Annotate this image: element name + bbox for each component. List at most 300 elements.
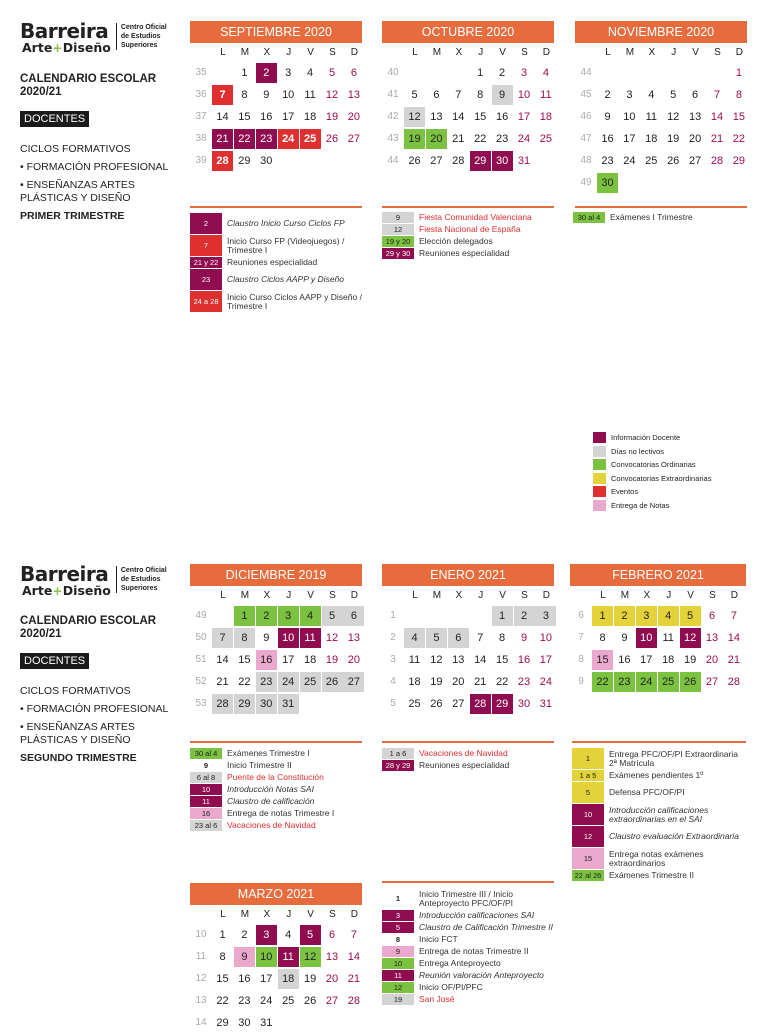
- legend-text: Elección delegados: [419, 236, 493, 246]
- calendar-day: 3: [535, 606, 556, 626]
- legend-text: Entrega Anteproyecto: [419, 958, 501, 968]
- weekday-header: D: [735, 47, 743, 58]
- calendar-day: 30: [597, 173, 618, 193]
- calendar-day: 17: [260, 973, 273, 985]
- calendar-day: 21: [347, 973, 361, 985]
- legend-text: Claustro de Calificación Trimestre II: [419, 922, 553, 932]
- weekday-header: X: [263, 47, 271, 58]
- calendar-day: 28: [212, 151, 233, 171]
- calendar-day: 29: [238, 155, 251, 167]
- legend-text: Exámenes pendientes 1º: [609, 770, 704, 780]
- calendar-day: 6: [708, 610, 716, 622]
- legend-text: Exámenes I Trimestre: [610, 212, 693, 222]
- weekday-header: L: [412, 590, 418, 601]
- calendar-day: 14: [710, 111, 724, 123]
- weekday-header: S: [521, 47, 528, 58]
- week-number: 44: [580, 67, 592, 78]
- calendar-day: 16: [256, 650, 277, 670]
- legend-date-box: 9: [382, 212, 414, 223]
- legend-item: [190, 269, 362, 290]
- calendar-day: 15: [216, 973, 229, 985]
- calendar-day: 29: [470, 151, 491, 171]
- week-number: 38: [195, 133, 207, 144]
- logo: [20, 564, 167, 598]
- legend-item: [572, 770, 748, 781]
- logo-tagline: Centro Oficial de Estudios Superiores: [116, 23, 167, 50]
- calendar-day: 14: [474, 654, 487, 666]
- calendar-day: 6: [433, 89, 440, 101]
- weekday-header: M: [432, 47, 442, 58]
- calendar-day: 31: [517, 155, 531, 167]
- calendar-day: 16: [260, 111, 273, 123]
- legend-date-box: 1 a 5: [572, 770, 604, 781]
- weekday-header: J: [478, 590, 484, 601]
- weekday-header: D: [350, 909, 358, 920]
- calendar-day: 18: [278, 969, 299, 989]
- legend-text: Inicio OF/PI/PFC: [419, 982, 483, 992]
- calendar-day: 28: [452, 155, 465, 167]
- calendar-day: 13: [430, 111, 443, 123]
- weekday-header: X: [455, 590, 463, 601]
- calendar-day: 24: [260, 995, 273, 1007]
- weekday-header: S: [709, 590, 716, 601]
- calendar-day: 11: [662, 632, 674, 644]
- calendar-day: 16: [238, 973, 251, 985]
- legend-date-box: 29 y 30: [382, 248, 414, 259]
- week-number: 11: [195, 951, 207, 962]
- calendar-day: 18: [645, 133, 658, 145]
- calendar-day: 11: [645, 111, 657, 123]
- legend-text: Entrega notas exámenes extraordinarios: [609, 848, 704, 868]
- calendar-day: 19: [325, 654, 339, 666]
- docentes-badge: DOCENTES: [20, 653, 89, 669]
- key-swatch: [593, 459, 606, 470]
- calendar-day: 5: [300, 925, 321, 945]
- week-number: 44: [387, 155, 399, 166]
- calendar-day: 7: [212, 85, 233, 105]
- calendar-day: 7: [350, 929, 357, 941]
- calendar-day: 26: [408, 155, 421, 167]
- calendar-day: 6: [343, 606, 364, 626]
- calendar-day: 15: [238, 111, 251, 123]
- event-legend: [382, 212, 554, 260]
- page-title: CALENDARIO ESCOLAR 2020/21: [20, 615, 157, 640]
- calendar-day: 19: [683, 654, 697, 666]
- legend-text: Fiesta Comunidad Valenciana: [419, 212, 532, 222]
- month-header: SEPTIEMBRE 2020: [190, 21, 362, 43]
- program-item: • ENSEÑANZAS ARTES PLÁSTICAS Y DISEÑO: [20, 721, 135, 746]
- logo-name: Barreira: [20, 562, 109, 586]
- calendar-day: 16: [495, 111, 509, 123]
- weekday-header: S: [329, 590, 336, 601]
- calendar-day: 27: [325, 995, 339, 1007]
- calendar-day: 24: [278, 672, 299, 692]
- legend-date-box: 2: [190, 213, 222, 234]
- calendar-day: 20: [688, 133, 702, 145]
- calendar-day: 20: [347, 654, 361, 666]
- calendar-day: 10: [282, 89, 295, 101]
- legend-date-box: 21 y 22: [190, 257, 222, 268]
- calendar-day: 7: [713, 89, 721, 101]
- calendar-day: 1: [219, 929, 226, 941]
- calendar-day: 14: [727, 632, 741, 644]
- calendar-day: 21: [727, 654, 741, 666]
- calendar-day: 23: [517, 676, 531, 688]
- calendar-day: 13: [688, 111, 702, 123]
- calendar-day: 17: [539, 654, 553, 666]
- legend-item: [382, 994, 558, 1005]
- section-divider: [382, 206, 554, 208]
- calendar-day: 22: [495, 676, 509, 688]
- legend-text: Claustro Ciclos AAPP y Diseño: [227, 274, 344, 284]
- calendar-day: 4: [285, 929, 292, 941]
- legend-item: [382, 970, 558, 981]
- calendar-day: 23: [601, 155, 614, 167]
- week-number: 40: [387, 67, 399, 78]
- weekday-header: D: [730, 590, 738, 601]
- key-item: Eventos: [593, 485, 711, 499]
- calendar-day: 5: [322, 606, 343, 626]
- weekday-header: X: [648, 47, 656, 58]
- event-legend: [190, 748, 362, 832]
- calendar-day: 21: [710, 133, 724, 145]
- legend-date-box: 19: [382, 994, 414, 1005]
- calendar-day: 12: [325, 632, 339, 644]
- weekday-header: V: [687, 590, 694, 601]
- calendar-day: 24: [517, 133, 531, 145]
- week-number: 3: [390, 654, 396, 665]
- legend-text: Entrega PFC/OF/PI Extraordinaria 2ª Matrícula: [609, 748, 738, 768]
- legend-item: [382, 760, 554, 771]
- week-number: 47: [580, 133, 592, 144]
- weekday-header: V: [499, 590, 506, 601]
- calendar-day: 10: [517, 89, 531, 101]
- week-number: 1: [390, 610, 396, 621]
- weekday-header: S: [714, 47, 721, 58]
- key-item: Información Docente: [593, 431, 711, 445]
- program-item: CICLOS FORMATIVOS: [20, 143, 131, 155]
- key-item: Días no lectivos: [593, 445, 711, 459]
- calendar-day: 24: [278, 129, 299, 149]
- legend-item: [190, 820, 362, 831]
- weekday-header: J: [478, 47, 484, 58]
- calendar-day: 8: [219, 951, 226, 963]
- week-number: 5: [390, 698, 396, 709]
- legend-item: [382, 248, 554, 259]
- legend-item: [382, 958, 558, 969]
- program-item: • ENSEÑANZAS ARTES PLÁSTICAS Y DISEÑO: [20, 179, 135, 204]
- legend-item: [382, 910, 558, 921]
- month-header: OCTUBRE 2020: [382, 21, 554, 43]
- calendar-day: 20: [347, 111, 361, 123]
- week-number: 48: [580, 155, 592, 166]
- legend-text: San José: [419, 994, 455, 1004]
- calendar-day: 3: [636, 606, 657, 626]
- docentes-badge: DOCENTES: [20, 111, 89, 127]
- calendar-day: 26: [430, 698, 443, 710]
- legend-date-box: 1: [572, 748, 604, 769]
- calendar-day: 8: [234, 628, 255, 648]
- key-swatch: [593, 500, 606, 511]
- legend-item: [190, 257, 362, 268]
- calendar-day: 26: [322, 672, 343, 692]
- calendar-day: 27: [705, 676, 719, 688]
- calendar-day: 27: [343, 672, 364, 692]
- week-number: 13: [195, 995, 207, 1006]
- legend-item: [573, 212, 745, 223]
- calendar-day: 8: [735, 89, 742, 101]
- calendar-day: 3: [520, 67, 528, 79]
- legend-text: Inicio FCT: [419, 934, 458, 944]
- legend-text: Inicio Trimestre III / Inicio Anteproyecto PFC/OF/PI: [419, 888, 514, 908]
- legend-text: Reuniones especialidad: [419, 760, 510, 770]
- month-header: NOVIEMBRE 2020: [575, 21, 747, 43]
- calendar-day: 23: [495, 133, 509, 145]
- calendar-day: 24: [623, 155, 636, 167]
- weekday-header: X: [263, 909, 271, 920]
- logo-subtitle: Arte+Diseño: [22, 40, 111, 55]
- week-number: 35: [195, 67, 207, 78]
- legend-item: [190, 772, 362, 783]
- calendar-day: 7: [455, 89, 462, 101]
- calendar-day: 12: [404, 107, 425, 127]
- legend-date-box: 23: [190, 269, 222, 290]
- legend-date-box: 12: [382, 224, 414, 235]
- calendar-day: 9: [492, 85, 513, 105]
- month-calendar: [575, 21, 747, 193]
- trimester-label: PRIMER TRIMESTRE: [20, 210, 125, 222]
- week-number: 37: [195, 111, 207, 122]
- legend-item: [572, 870, 748, 881]
- calendar-day: 5: [426, 628, 447, 648]
- calendar-day: 18: [539, 111, 553, 123]
- weekday-header: S: [329, 909, 336, 920]
- legend-item: [382, 934, 558, 945]
- calendar-day: 5: [411, 89, 418, 101]
- calendar-day: 5: [680, 606, 701, 626]
- calendar-day: 3: [626, 89, 633, 101]
- legend-date-box: 30 al 4: [573, 212, 605, 223]
- week-number: 7: [578, 632, 584, 643]
- legend-date-box: 12: [572, 826, 604, 847]
- calendar-day: 25: [300, 672, 321, 692]
- logo-tagline: Centro Oficial de Estudios Superiores: [116, 566, 167, 593]
- section-divider: [382, 741, 554, 743]
- legend-text: Puente de la Constitución: [227, 772, 324, 782]
- calendar-day: 24: [539, 676, 553, 688]
- legend-text: Inicio Curso FP (Videojuegos) / Trimestre I: [227, 235, 345, 255]
- month-header: ENERO 2021: [382, 564, 554, 586]
- legend-item: [382, 922, 558, 933]
- month-calendar: [382, 564, 554, 714]
- calendar-day: 14: [216, 111, 229, 123]
- legend-text: Exámenes Trimestre I: [227, 748, 310, 758]
- legend-item: [190, 760, 362, 771]
- calendar-day: 27: [452, 698, 465, 710]
- week-number: 2: [390, 632, 396, 643]
- key-swatch: [593, 446, 606, 457]
- legend-item: [382, 982, 558, 993]
- calendar-day: 15: [474, 111, 487, 123]
- calendar-day: 14: [452, 111, 465, 123]
- calendar-day: 2: [614, 606, 635, 626]
- calendar-day: 19: [325, 111, 339, 123]
- calendar-day: 9: [621, 632, 628, 644]
- legend-text: Exámenes Trimestre II: [609, 870, 695, 880]
- calendar-day: 21: [216, 676, 229, 688]
- legend-item: [190, 748, 362, 759]
- calendar-day: 17: [282, 654, 295, 666]
- legend-date-box: 23 al 6: [190, 820, 222, 831]
- trimester-label: SEGUNDO TRIMESTRE: [20, 752, 137, 764]
- weekday-header: M: [625, 47, 635, 58]
- calendar-day: 9: [263, 89, 270, 101]
- calendar-day: 19: [404, 129, 425, 149]
- calendar-day: 10: [539, 632, 553, 644]
- week-number: 6: [578, 610, 584, 621]
- event-legend: [190, 213, 362, 313]
- legend-date-box: 24 a 28: [190, 291, 222, 312]
- legend-item: [382, 236, 554, 247]
- calendar-day: 1: [735, 67, 742, 79]
- weekday-header: V: [307, 590, 314, 601]
- page-title: CALENDARIO ESCOLAR 2020/21: [20, 73, 157, 98]
- legend-date-box: 19 y 20: [382, 236, 414, 247]
- calendar-day: 12: [680, 628, 701, 648]
- weekday-header: J: [286, 47, 292, 58]
- calendar-day: 10: [636, 628, 657, 648]
- week-number: 53: [195, 698, 207, 709]
- calendar-day: 5: [670, 89, 677, 101]
- legend-date-box: 15: [572, 848, 604, 869]
- legend-date-box: 22 al 26: [572, 870, 604, 881]
- program-item: CICLOS FORMATIVOS: [20, 685, 131, 697]
- calendar-day: 28: [470, 694, 491, 714]
- calendar-day: 22: [238, 676, 251, 688]
- calendar-day: 7: [477, 632, 484, 644]
- calendar-day: 17: [282, 111, 295, 123]
- program-item: • FORMACIÓN PROFESIONAL: [20, 161, 169, 173]
- legend-date-box: 1: [395, 894, 401, 903]
- week-number: 45: [580, 89, 592, 100]
- calendar-day: 4: [542, 67, 549, 79]
- calendar-day: 13: [347, 632, 361, 644]
- calendar-day: 15: [238, 654, 251, 666]
- calendar-day: 20: [452, 676, 465, 688]
- calendar-day: 10: [256, 947, 277, 967]
- weekday-header: J: [286, 909, 292, 920]
- calendar-day: 1: [241, 67, 248, 79]
- weekday-header: M: [240, 909, 250, 920]
- month-header: FEBRERO 2021: [570, 564, 746, 586]
- logo-name: Barreira: [20, 19, 109, 43]
- month-grid: [190, 586, 362, 714]
- legend-date-box: 30 al 4: [190, 748, 222, 759]
- calendar-day: 1: [492, 606, 513, 626]
- legend-text: Fiesta Nacional de España: [419, 224, 521, 234]
- month-header: MARZO 2021: [190, 883, 362, 905]
- weekday-header: V: [307, 909, 314, 920]
- legend-item: [572, 826, 748, 847]
- calendar-day: 25: [300, 129, 321, 149]
- legend-date-box: 7: [190, 235, 222, 256]
- weekday-header: L: [220, 909, 226, 920]
- calendar-day: 30: [256, 694, 277, 714]
- legend-text: Vacaciones de Navidad: [227, 820, 316, 830]
- legend-date-box: 1 a 6: [382, 748, 414, 759]
- weekday-header: L: [600, 590, 606, 601]
- week-number: 10: [195, 929, 207, 940]
- weekday-header: V: [692, 47, 699, 58]
- legend-item: [190, 808, 362, 819]
- calendar-day: 27: [688, 155, 702, 167]
- month-header: DICIEMBRE 2019: [190, 564, 362, 586]
- weekday-header: D: [542, 590, 550, 601]
- calendar-day: 6: [328, 929, 336, 941]
- legend-date-box: 10: [382, 958, 414, 969]
- calendar-day: 19: [303, 973, 317, 985]
- month-grid: [190, 905, 362, 1033]
- section-divider: [190, 741, 362, 743]
- calendar-day: 22: [474, 133, 487, 145]
- month-calendar: [382, 21, 554, 171]
- calendar-day: 1: [592, 606, 613, 626]
- calendar-day: 19: [667, 133, 680, 145]
- calendar-day: 16: [517, 654, 531, 666]
- calendar-day: 20: [705, 654, 719, 666]
- calendar-day: 22: [592, 672, 613, 692]
- calendar-day: 21: [452, 133, 465, 145]
- legend-date-box: 16: [190, 808, 222, 819]
- weekday-header: J: [286, 590, 292, 601]
- program-list: [20, 143, 180, 223]
- weekday-header: V: [499, 47, 506, 58]
- weekday-header: X: [263, 590, 271, 601]
- calendar-day: 4: [307, 67, 314, 79]
- event-legend: [572, 748, 748, 882]
- legend-text: Reunión valoración Anteproyecto: [419, 970, 544, 980]
- calendar-day: 9: [234, 947, 255, 967]
- calendar-day: 28: [710, 155, 724, 167]
- legend-item: [382, 888, 558, 909]
- calendar-day: 13: [452, 654, 465, 666]
- legend-item: [572, 804, 748, 825]
- key-swatch: [593, 486, 606, 497]
- calendar-day: 27: [347, 133, 361, 145]
- calendar-day: 25: [645, 155, 658, 167]
- calendar-day: 30: [492, 151, 513, 171]
- legend-text: Introducción calificaciones extraordinarias en el SAI: [609, 804, 709, 824]
- calendar-day: 29: [492, 694, 513, 714]
- legend-text: Reuniones especialidad: [227, 257, 318, 267]
- legend-item: [382, 212, 554, 223]
- weekday-header: S: [521, 590, 528, 601]
- weekday-header: S: [329, 47, 336, 58]
- calendar-day: 2: [241, 929, 248, 941]
- key-swatch: [593, 432, 606, 443]
- calendar-day: 2: [256, 606, 277, 626]
- legend-item: [190, 213, 362, 234]
- week-number: 39: [195, 155, 207, 166]
- calendar-day: 21: [474, 676, 487, 688]
- section-divider: [572, 741, 746, 743]
- week-number: 42: [387, 111, 399, 122]
- legend-text: Reuniones especialidad: [419, 248, 510, 258]
- logo: [20, 21, 167, 55]
- calendar-day: 6: [350, 67, 357, 79]
- weekday-header: M: [240, 47, 250, 58]
- legend-text: Introducción calificaciones SAI: [419, 910, 535, 920]
